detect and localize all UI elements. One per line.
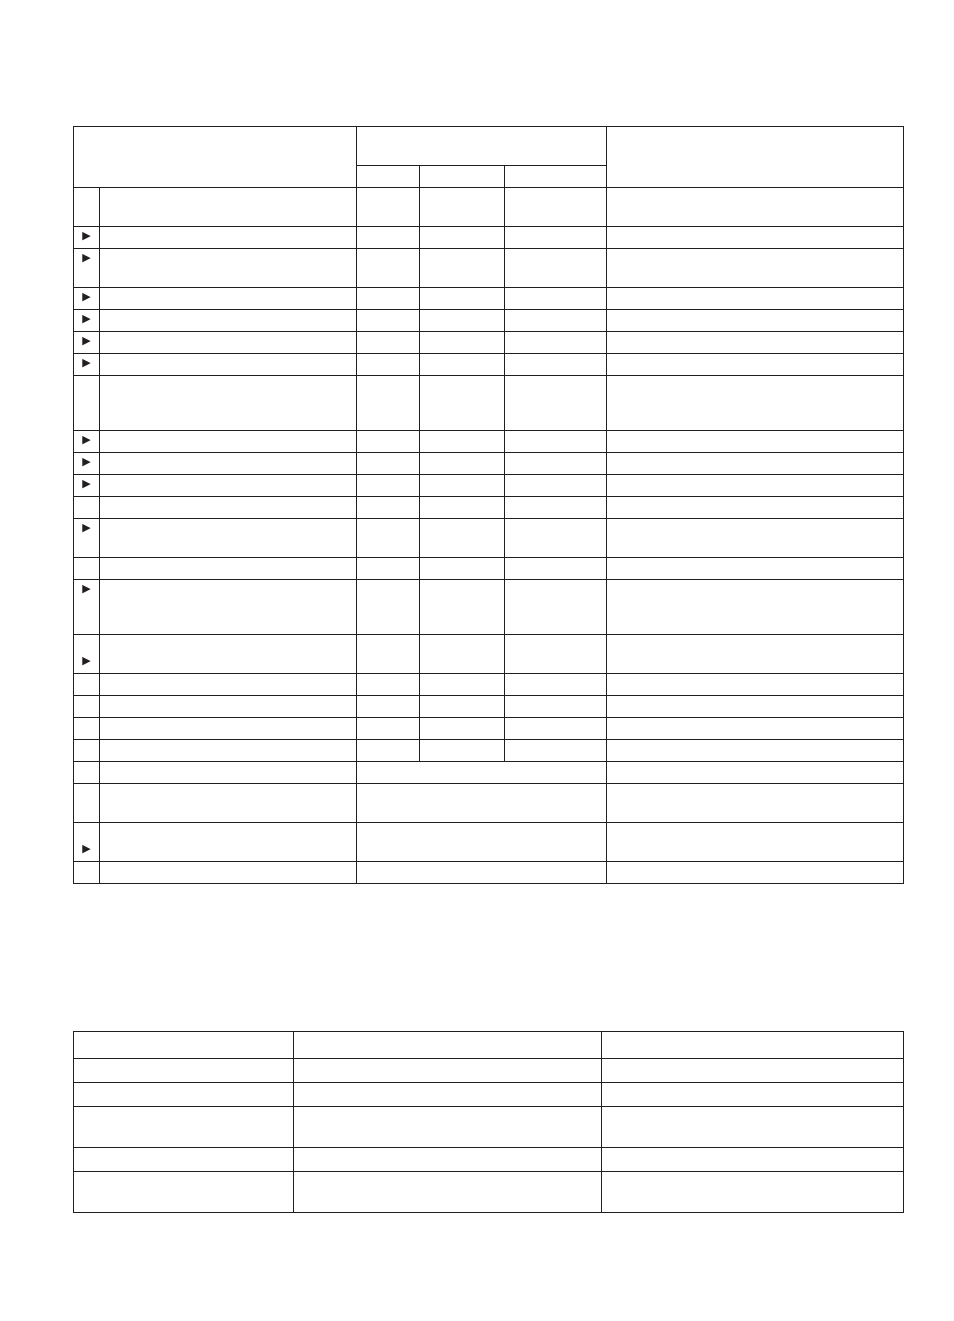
value-cell <box>357 558 420 580</box>
marker-cell <box>74 862 100 884</box>
item-cell <box>100 332 357 354</box>
triangle-right-icon: ▶ <box>82 335 91 347</box>
item-cell <box>100 740 357 762</box>
note-cell <box>607 376 904 431</box>
table-row <box>74 1172 904 1213</box>
value-cell <box>505 332 607 354</box>
note-cell <box>607 823 904 862</box>
value-cell <box>357 431 420 453</box>
table-row <box>74 519 904 558</box>
value-cell <box>420 696 505 718</box>
value-cell <box>357 497 420 519</box>
value-cell <box>420 718 505 740</box>
item-cell <box>100 310 357 332</box>
value-cell <box>505 635 607 674</box>
marker-cell <box>74 762 100 784</box>
table-row <box>74 740 904 762</box>
triangle-right-icon: ▶ <box>82 843 91 855</box>
table-row <box>74 431 904 453</box>
item-cell <box>100 288 357 310</box>
marker-cell <box>74 332 100 354</box>
table-row <box>74 784 904 823</box>
marker-cell <box>74 580 100 635</box>
marker-cell <box>74 740 100 762</box>
triangle-right-icon: ▶ <box>82 252 91 264</box>
table-row <box>74 1059 904 1083</box>
value-cell-merged <box>357 762 607 784</box>
value-cell <box>505 249 607 288</box>
value-cell <box>357 475 420 497</box>
value-cell <box>420 376 505 431</box>
item-cell <box>100 249 357 288</box>
table-row <box>74 376 904 431</box>
marker-cell <box>74 674 100 696</box>
value-cell <box>420 310 505 332</box>
note-cell <box>607 558 904 580</box>
value-cell <box>505 310 607 332</box>
value-cell <box>505 696 607 718</box>
marker-cell <box>74 696 100 718</box>
value-cell <box>420 288 505 310</box>
value-cell <box>420 674 505 696</box>
header-row <box>74 1032 904 1059</box>
table-row <box>74 332 904 354</box>
value-cell <box>357 227 420 249</box>
note-cell <box>607 762 904 784</box>
note-cell <box>607 740 904 762</box>
marker-cell <box>74 497 100 519</box>
item-cell <box>100 188 357 227</box>
triangle-right-icon: ▶ <box>82 357 91 369</box>
header-subcell <box>505 166 607 188</box>
table-cell <box>74 1059 294 1083</box>
table-cell <box>74 1172 294 1213</box>
note-cell <box>607 354 904 376</box>
note-cell <box>607 188 904 227</box>
note-cell <box>607 332 904 354</box>
table-row <box>74 310 904 332</box>
note-cell <box>607 310 904 332</box>
item-cell <box>100 823 357 862</box>
second-table <box>73 1031 904 1213</box>
value-cell <box>505 453 607 475</box>
note-cell <box>607 453 904 475</box>
table-cell <box>294 1032 602 1059</box>
table-row <box>74 1083 904 1107</box>
item-cell <box>100 718 357 740</box>
marker-cell <box>74 823 100 862</box>
value-cell-merged <box>357 784 607 823</box>
marker-cell <box>74 188 100 227</box>
table-cell <box>74 1083 294 1107</box>
header-subcell <box>420 166 505 188</box>
value-cell <box>357 718 420 740</box>
note-cell <box>607 696 904 718</box>
item-cell <box>100 431 357 453</box>
marker-cell <box>74 376 100 431</box>
value-cell <box>357 696 420 718</box>
table-row <box>74 227 904 249</box>
header-cell <box>74 127 357 188</box>
note-cell <box>607 431 904 453</box>
table-row <box>74 674 904 696</box>
note-cell <box>607 784 904 823</box>
table-cell <box>74 1148 294 1172</box>
table-cell <box>294 1083 602 1107</box>
value-cell <box>357 740 420 762</box>
value-cell <box>420 453 505 475</box>
item-cell <box>100 475 357 497</box>
value-cell <box>357 635 420 674</box>
item-cell <box>100 674 357 696</box>
marker-cell <box>74 431 100 453</box>
item-cell <box>100 696 357 718</box>
marker-cell <box>74 354 100 376</box>
value-cell <box>357 188 420 227</box>
value-cell <box>505 497 607 519</box>
triangle-right-icon: ▶ <box>82 583 91 595</box>
marker-cell <box>74 558 100 580</box>
table-row <box>74 188 904 227</box>
item-cell <box>100 580 357 635</box>
triangle-right-icon: ▶ <box>82 522 91 534</box>
value-cell <box>505 431 607 453</box>
value-cell <box>505 376 607 431</box>
header-subcell <box>357 166 420 188</box>
note-cell <box>607 519 904 558</box>
note-cell <box>607 249 904 288</box>
table-cell <box>602 1059 904 1083</box>
value-cell <box>420 740 505 762</box>
table-row <box>74 635 904 674</box>
value-cell <box>420 558 505 580</box>
marker-cell <box>74 718 100 740</box>
item-cell <box>100 519 357 558</box>
note-cell <box>607 288 904 310</box>
value-cell <box>420 188 505 227</box>
value-cell-merged <box>357 823 607 862</box>
value-cell <box>505 718 607 740</box>
table-row <box>74 475 904 497</box>
table-cell <box>602 1083 904 1107</box>
value-cell <box>357 310 420 332</box>
note-cell <box>607 475 904 497</box>
header-cell-group <box>357 127 607 166</box>
header-row <box>74 127 904 166</box>
note-cell <box>607 497 904 519</box>
item-cell <box>100 784 357 823</box>
table-cell <box>74 1032 294 1059</box>
triangle-right-icon: ▶ <box>82 230 91 242</box>
header-cell <box>607 127 904 188</box>
value-cell <box>420 635 505 674</box>
value-cell <box>420 497 505 519</box>
table-cell <box>294 1148 602 1172</box>
item-cell <box>100 354 357 376</box>
marker-cell <box>74 475 100 497</box>
triangle-right-icon: ▶ <box>82 291 91 303</box>
item-cell <box>100 558 357 580</box>
value-cell <box>505 580 607 635</box>
marker-cell <box>74 227 100 249</box>
item-cell <box>100 497 357 519</box>
table-row <box>74 1148 904 1172</box>
value-cell <box>505 188 607 227</box>
item-cell <box>100 762 357 784</box>
triangle-right-icon: ▶ <box>82 655 91 667</box>
value-cell <box>505 354 607 376</box>
value-cell <box>505 740 607 762</box>
table-row <box>74 288 904 310</box>
table-row <box>74 696 904 718</box>
value-cell <box>357 249 420 288</box>
table-row <box>74 823 904 862</box>
triangle-right-icon: ▶ <box>82 456 91 468</box>
item-cell <box>100 635 357 674</box>
marker-cell <box>74 453 100 475</box>
triangle-right-icon: ▶ <box>82 434 91 446</box>
note-cell <box>607 862 904 884</box>
value-cell <box>420 249 505 288</box>
table-row <box>74 249 904 288</box>
marker-cell <box>74 784 100 823</box>
table-row <box>74 558 904 580</box>
value-cell <box>505 674 607 696</box>
value-cell <box>420 475 505 497</box>
table-row <box>74 580 904 635</box>
note-cell <box>607 580 904 635</box>
item-cell <box>100 862 357 884</box>
value-cell <box>505 475 607 497</box>
value-cell <box>357 354 420 376</box>
value-cell <box>505 558 607 580</box>
table-cell <box>294 1059 602 1083</box>
triangle-right-icon: ▶ <box>82 478 91 490</box>
table-row <box>74 354 904 376</box>
value-cell <box>505 288 607 310</box>
value-cell <box>420 580 505 635</box>
table-row <box>74 862 904 884</box>
table-cell <box>74 1107 294 1148</box>
value-cell <box>420 332 505 354</box>
table-row <box>74 718 904 740</box>
marker-cell <box>74 635 100 674</box>
value-cell <box>420 354 505 376</box>
marker-cell <box>74 310 100 332</box>
value-cell <box>505 519 607 558</box>
note-cell <box>607 674 904 696</box>
table-cell <box>294 1107 602 1148</box>
table-row <box>74 497 904 519</box>
table-row <box>74 453 904 475</box>
triangle-right-icon: ▶ <box>82 313 91 325</box>
value-cell <box>357 674 420 696</box>
item-cell <box>100 227 357 249</box>
table-cell <box>294 1172 602 1213</box>
value-cell <box>420 227 505 249</box>
value-cell <box>357 332 420 354</box>
table-row <box>74 762 904 784</box>
note-cell <box>607 227 904 249</box>
value-cell <box>357 453 420 475</box>
table-cell <box>602 1148 904 1172</box>
value-cell-merged <box>357 862 607 884</box>
item-cell <box>100 376 357 431</box>
main-table <box>73 126 904 884</box>
note-cell <box>607 718 904 740</box>
value-cell <box>420 431 505 453</box>
table-cell <box>602 1172 904 1213</box>
value-cell <box>357 376 420 431</box>
value-cell <box>357 519 420 558</box>
value-cell <box>357 288 420 310</box>
marker-cell <box>74 249 100 288</box>
value-cell <box>357 580 420 635</box>
marker-cell <box>74 519 100 558</box>
marker-cell <box>74 288 100 310</box>
table-cell <box>602 1032 904 1059</box>
value-cell <box>420 519 505 558</box>
item-cell <box>100 453 357 475</box>
table-cell <box>602 1107 904 1148</box>
table-row <box>74 1107 904 1148</box>
value-cell <box>505 227 607 249</box>
note-cell <box>607 635 904 674</box>
